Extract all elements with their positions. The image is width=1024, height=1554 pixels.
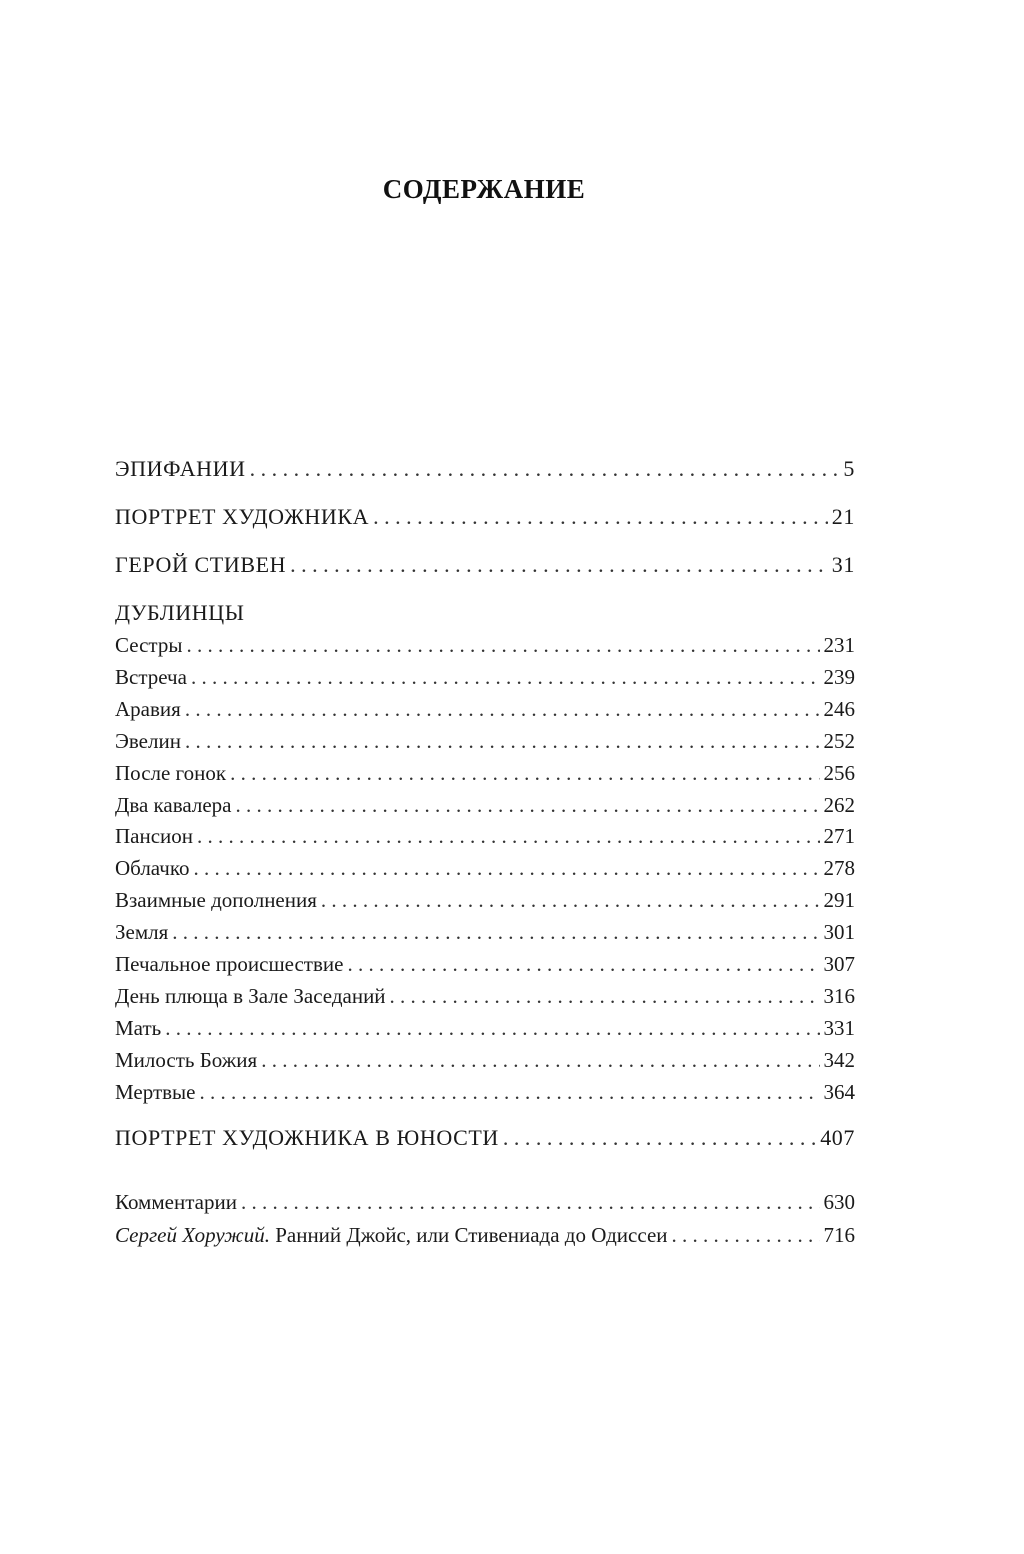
page-title: СОДЕРЖАНИЕ — [382, 174, 586, 204]
toc-entry-label: Взаимные дополнения — [115, 888, 317, 913]
leader-dots — [193, 855, 819, 881]
essay-author: Сергей Хоружий. — [115, 1223, 270, 1247]
toc-entry-page: 262 — [823, 792, 855, 817]
toc-entry-page: 246 — [823, 696, 855, 721]
toc-entry-label: Мать — [115, 1015, 162, 1040]
toc-entry-page: 716 — [823, 1223, 855, 1247]
toc-entry-label: Эвелин — [115, 728, 181, 753]
leader-dots — [290, 552, 828, 578]
toc-entry-story[interactable] — [115, 919, 855, 945]
toc-entry-story[interactable] — [115, 728, 855, 754]
toc-entry-label: Два кавалера — [115, 792, 232, 817]
toc-entry-page: 31 — [831, 552, 855, 577]
toc-entry-label: ЭПИФАНИИ — [115, 456, 246, 481]
toc-section-dubliners: ДУБЛИНЦЫ — [115, 600, 245, 625]
leader-dots — [165, 1015, 819, 1041]
leader-dots — [172, 919, 819, 945]
leader-dots — [199, 1079, 819, 1105]
leader-dots — [236, 792, 820, 818]
toc-entry-page: 364 — [823, 1079, 855, 1104]
toc-entry-stephen-hero[interactable] — [115, 552, 855, 578]
toc-entry-page: 271 — [823, 824, 855, 849]
leader-dots — [390, 983, 820, 1009]
leader-dots — [503, 1125, 816, 1151]
toc-entry-page: 342 — [823, 1047, 855, 1072]
essay-title: Ранний Джойс, или Стивениада до Одиссеи — [269, 1223, 668, 1247]
toc-entry-label: Облачко — [115, 856, 190, 881]
toc-entry-label: Сестры — [115, 633, 183, 657]
toc-entry-story[interactable] — [115, 1015, 855, 1041]
toc-entry-page: 21 — [831, 504, 855, 529]
leader-dots — [321, 887, 820, 913]
toc-entry-page: 316 — [823, 983, 855, 1008]
toc-entry-story[interactable] — [115, 664, 855, 690]
toc-entry-label: Милость Божия — [115, 1047, 258, 1072]
toc-entry-label: Аравия — [115, 696, 181, 721]
leader-dots — [250, 456, 839, 482]
leader-dots — [672, 1222, 820, 1248]
toc-entry-label — [115, 1222, 668, 1248]
leader-dots — [347, 951, 819, 977]
toc-entry-portrait-youth[interactable] — [115, 1125, 855, 1151]
leader-dots — [261, 1047, 819, 1073]
toc-entry-page: 301 — [823, 920, 855, 945]
toc-entry-story[interactable] — [115, 887, 855, 913]
leader-dots — [191, 664, 820, 690]
toc-entry-story[interactable] — [115, 951, 855, 977]
leader-dots — [241, 1189, 820, 1215]
toc-entry-label: Встреча — [115, 664, 187, 689]
toc-entry-page: 252 — [823, 728, 855, 753]
toc-entry-label: ПОРТРЕТ ХУДОЖНИКА — [115, 504, 370, 529]
toc-entry-page: 407 — [820, 1125, 855, 1150]
toc-entry-story[interactable] — [115, 632, 855, 658]
leader-dots — [197, 823, 819, 849]
toc-entry-label: Земля — [115, 920, 169, 945]
leader-dots — [230, 760, 819, 786]
toc-entry-label: Мертвые — [115, 1079, 196, 1104]
toc-entry-story[interactable] — [115, 1079, 855, 1105]
toc-entry-label: День плюща в Зале Заседаний — [115, 983, 386, 1008]
leader-dots — [185, 696, 820, 722]
toc-entry-story[interactable] — [115, 1047, 855, 1073]
toc-entry-page: 231 — [823, 633, 855, 657]
toc-entry-story[interactable] — [115, 855, 855, 881]
leader-dots — [185, 728, 820, 754]
toc-entry-story[interactable] — [115, 760, 855, 786]
toc-entry-page: 630 — [823, 1190, 855, 1214]
toc-entry-label: Комментарии — [115, 1190, 237, 1214]
toc-entry-essay[interactable] — [115, 1222, 855, 1248]
toc-entry-label: ПОРТРЕТ ХУДОЖНИКА В ЮНОСТИ — [115, 1125, 499, 1150]
toc-entry-story[interactable] — [115, 823, 855, 849]
toc-entry-label: После гонок — [115, 760, 227, 785]
toc-entry-page: 331 — [823, 1015, 855, 1040]
toc-entry-story[interactable] — [115, 792, 855, 818]
toc-entry-epiphanies[interactable] — [115, 456, 855, 482]
toc-entry-commentary[interactable] — [115, 1189, 855, 1215]
toc-entry-story[interactable] — [115, 696, 855, 722]
toc-entry-page: 278 — [823, 856, 855, 881]
toc-entry-label: Пансион — [115, 824, 194, 849]
toc-entry-page: 291 — [823, 888, 855, 913]
toc-entry-story[interactable] — [115, 983, 855, 1009]
toc-entry-portrait[interactable] — [115, 504, 855, 530]
toc-entry-page: 256 — [823, 760, 855, 785]
toc-entry-page: 5 — [843, 456, 855, 481]
toc-entry-label: Печальное происшествие — [115, 952, 344, 976]
leader-dots — [186, 632, 819, 658]
toc-entry-page: 239 — [823, 664, 855, 689]
leader-dots — [373, 504, 828, 530]
toc-entry-page: 307 — [823, 952, 855, 976]
toc-entry-label: ГЕРОЙ СТИВЕН — [115, 552, 287, 577]
